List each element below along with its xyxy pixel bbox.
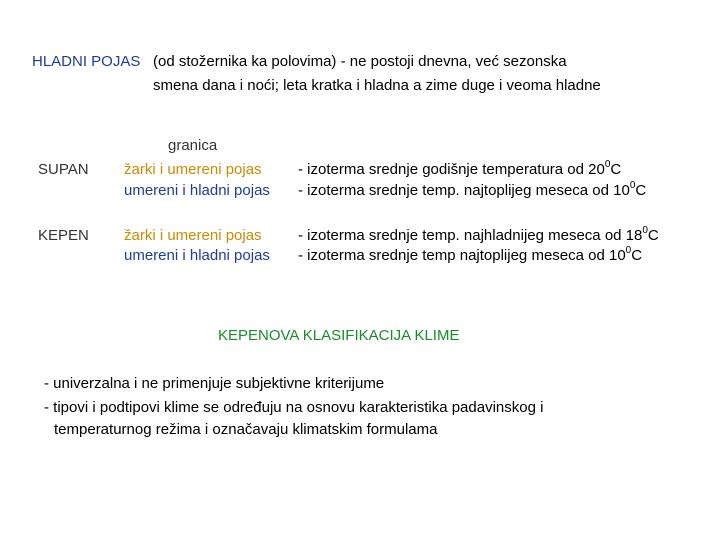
supan-zone-2: umereni i hladni pojas [124, 182, 270, 199]
granica-heading: granica [168, 137, 218, 154]
supan-zone-1: žarki i umereni pojas [124, 161, 262, 178]
kepen-desc-1 [298, 226, 659, 246]
kepen-desc-1-text: - izoterma srednje temp. najhladnijeg meseca od 18 [298, 227, 643, 244]
supan-desc-2 [298, 181, 646, 201]
hladni-pojas-line1: (od stožernika ka polovima) - ne postoji dnevna, već sezonska [153, 53, 567, 70]
hladni-pojas-line2: smena dana i noći; leta kratka i hladna a zime duge i veoma hladne [153, 77, 601, 94]
supan-desc-2-text: - izoterma srednje temp. najtoplijeg meseca od 10 [298, 182, 630, 199]
kepen-desc-2 [298, 246, 642, 266]
kepen-label: KEPEN [38, 227, 89, 244]
klasifikacija-bullet-2: - tipovi i podtipovi klime se određuju na osnovu karakteristika padavinskog i [44, 399, 544, 416]
supan-desc-1-unit: C [610, 161, 622, 178]
supan-desc-1-deg: 0 [604, 159, 611, 170]
hladni-pojas-label: HLADNI POJAS [32, 53, 141, 70]
kepen-desc-2-text: - izoterma srednje temp najtoplijeg meseca od 10 [298, 247, 626, 264]
supan-desc-2-unit: C [635, 182, 647, 199]
kepen-desc-1-unit: C [647, 227, 659, 244]
klasifikacija-bullet-2-cont: temperaturnog režima i označavaju klimatskim formulama [54, 421, 438, 438]
klasifikacija-title: KEPENOVA KLASIFIKACIJA KLIME [218, 327, 460, 344]
supan-desc-1 [298, 160, 621, 180]
kepen-desc-2-unit: C [631, 247, 643, 264]
supan-label: SUPAN [38, 161, 89, 178]
klasifikacija-bullet-1: - univerzalna i ne primenjuje subjektivne kriterijume [44, 375, 385, 392]
supan-desc-2-deg: 0 [629, 180, 636, 191]
supan-desc-1-text: - izoterma srednje godišnje temperatura od 20 [298, 161, 605, 178]
kepen-desc-1-deg: 0 [642, 225, 648, 236]
kepen-desc-2-deg: 0 [625, 245, 632, 256]
kepen-zone-1: žarki i umereni pojas [124, 227, 262, 244]
kepen-zone-2: umereni i hladni pojas [124, 247, 270, 264]
